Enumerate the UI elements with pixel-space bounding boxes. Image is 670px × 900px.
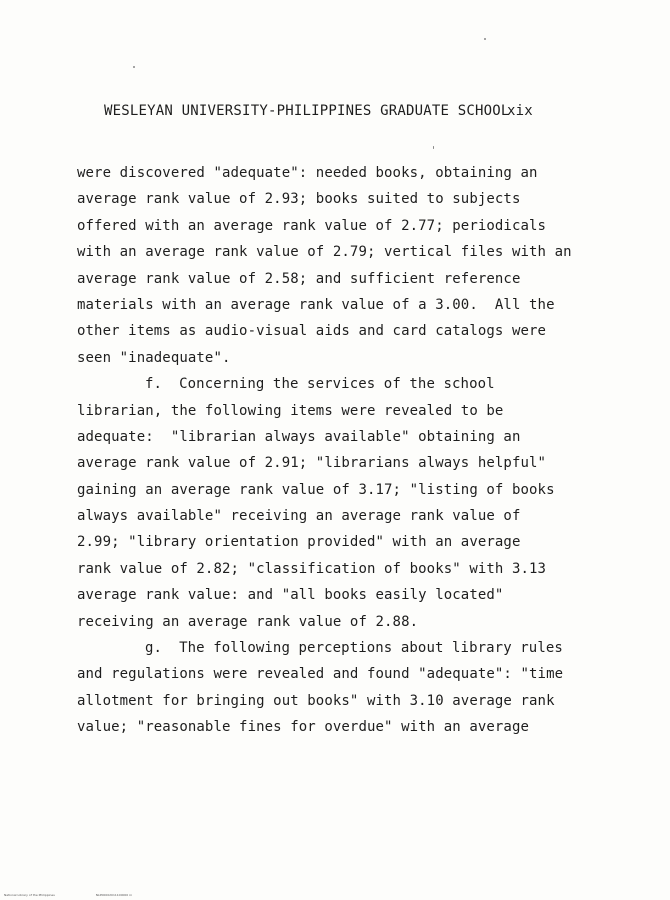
page-header [104, 103, 574, 119]
paragraph-f-start: f. Concerning the services of the school [145, 376, 495, 393]
text-line: average rank value: and "all books easily located" [77, 587, 504, 604]
footer-library: National Library of the Philippines [4, 893, 55, 897]
text-line: with an average rank value of 2.79; vertical files with an [77, 244, 572, 261]
text-line: adequate: "librarian always available" obtaining an [77, 428, 521, 445]
text-line: and regulations were revealed and found "adequate": "time [77, 666, 564, 683]
paragraph-g-start: g. The following perceptions about library rules [145, 640, 563, 657]
scan-speck [484, 38, 486, 40]
text-line: offered with an average rank value of 2.77; periodicals [77, 217, 547, 234]
text-line: rank value of 2.82; "classification of books" with 3.13 [77, 560, 547, 577]
scan-footer [4, 893, 172, 897]
header-title: WESLEYAN UNIVERSITY-PHILIPPINES GRADUATE SCHOOL [104, 103, 510, 119]
text-line: value; "reasonable fines for overdue" with an average [77, 719, 530, 736]
text-line: average rank value of 2.91; "librarians always helpful" [77, 455, 547, 472]
page-number: xix [507, 103, 533, 119]
footer-id: NLP00002011100000 iii [95, 893, 132, 897]
text-line: receiving an average rank value of 2.88. [77, 613, 419, 630]
scan-speck [433, 146, 434, 149]
text-line: always available" receiving an average rank value of [77, 508, 521, 525]
scan-speck [133, 66, 135, 68]
text-line: average rank value of 2.93; books suited to subjects [77, 191, 521, 208]
text-line: allotment for bringing out books" with 3.10 average rank [77, 692, 555, 709]
text-line: 2.99; "library orientation provided" with an average [77, 534, 521, 551]
text-line: librarian, the following items were revealed to be [77, 402, 504, 419]
text-line: seen "inadequate". [77, 349, 231, 366]
text-line: materials with an average rank value of a 3.00. All the [77, 296, 555, 313]
text-line: other items as audio-visual aids and card catalogs were [77, 323, 547, 340]
body-text [77, 160, 577, 741]
text-line: were discovered "adequate": needed books, obtaining an [77, 165, 538, 181]
text-line: gaining an average rank value of 3.17; "listing of books [77, 481, 555, 498]
text-line: average rank value of 2.58; and sufficient reference [77, 270, 521, 287]
